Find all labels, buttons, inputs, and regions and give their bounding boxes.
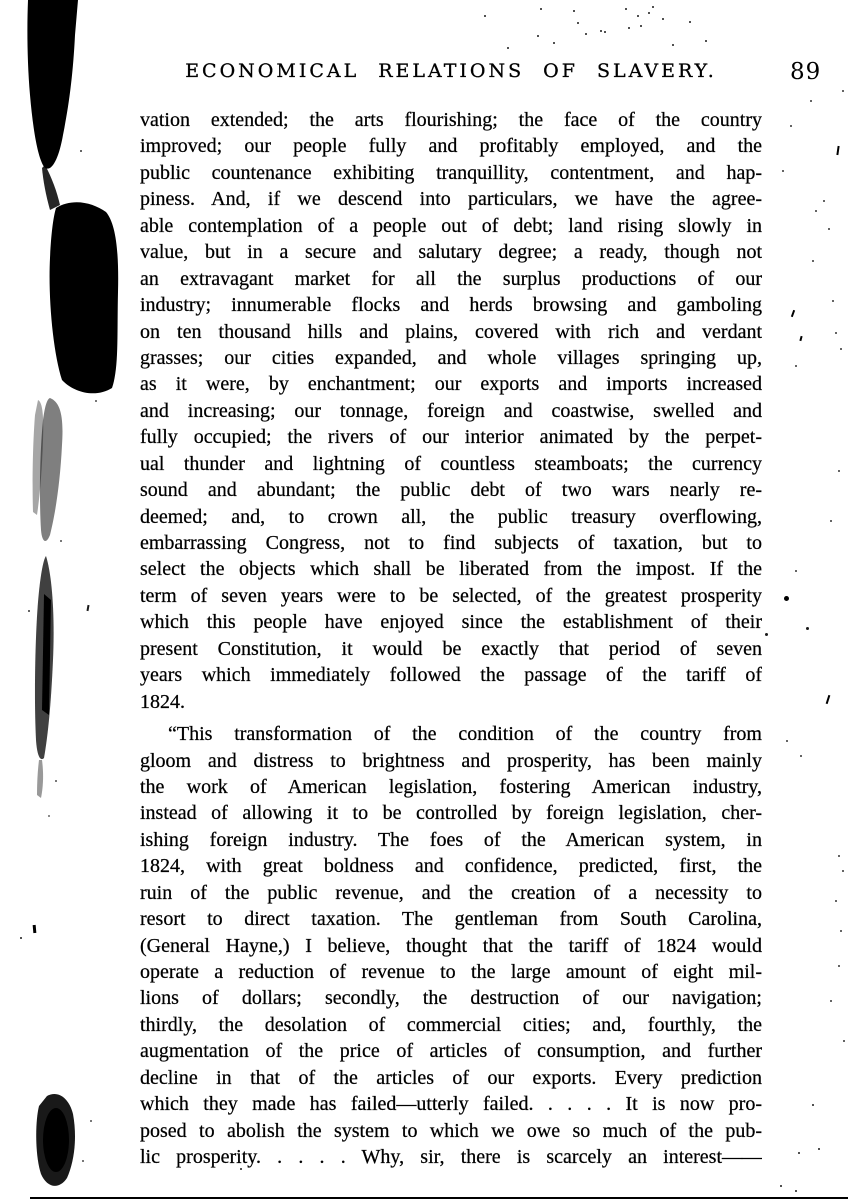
scan-speck [55, 780, 57, 782]
scan-speck [652, 6, 654, 8]
text-line: value, but in a secure and salutary degree; a ready, though not [140, 241, 762, 264]
ink-blob-top-tail [42, 165, 60, 210]
text-line: decline in that of the articles of our exports. Every prediction [140, 1066, 762, 1089]
page-number: 89 [790, 59, 822, 85]
scan-speck [240, 1168, 242, 1170]
scan-speck [662, 18, 664, 20]
text-line: operate a reduction of revenue to the large amount of eight mil- [140, 961, 762, 983]
page-header [140, 59, 822, 88]
scan-speck [95, 400, 97, 402]
ink-blob-left-margin [0, 0, 130, 1200]
text-line: ishing foreign industry. The foes of the American system, in [140, 828, 762, 851]
text-line: vation extended; the arts flourishing; the face of the country [140, 109, 762, 131]
scan-speck [791, 310, 795, 317]
scan-speck [90, 1120, 92, 1122]
text-line: thirdly, the desolation of commercial cities; and, fourthly, the [140, 1013, 762, 1036]
scan-speck [795, 365, 797, 367]
scan-speck [795, 1190, 797, 1192]
scan-speck [48, 815, 50, 817]
scan-speck [637, 15, 639, 17]
scan-speck [840, 930, 842, 932]
scan-speck [689, 21, 691, 23]
scan-speck [830, 1000, 832, 1002]
scan-speck [798, 1152, 800, 1154]
scan-speck [790, 125, 792, 127]
scan-speck [828, 228, 830, 230]
scan-speck [782, 170, 784, 172]
scan-speck [28, 610, 30, 612]
scan-speck [640, 25, 642, 27]
text-line: ruin of the public revenue, and the creation of a necessity to [140, 881, 762, 904]
scan-speck [765, 633, 768, 636]
text-line: piness. And, if we descend into particulars, we have the agree- [140, 188, 762, 211]
scan-speck [786, 740, 788, 742]
text-line: public countenance exhibiting tranquillity, contentment, and hap- [140, 161, 762, 184]
scan-speck [806, 627, 809, 630]
scan-speck [780, 1185, 782, 1187]
scan-speck [835, 332, 837, 334]
scan-speck [799, 336, 802, 341]
text-line: which this people have enjoyed since the establishment of their [140, 611, 762, 634]
text-line: lions of dollars; secondly, the destruction of our navigation; [140, 987, 762, 1010]
text-line: grasses; our cities expanded, and whole villages springing up, [140, 346, 762, 369]
scan-speck [823, 200, 825, 202]
ink-blob-top [27, 0, 78, 169]
scan-speck [625, 8, 627, 10]
text-line: 1824, with great boldness and confidence, predicted, first, the [140, 855, 762, 878]
running-title: ECONOMICAL RELATIONS OF SLAVERY. [185, 60, 717, 82]
scan-speck [800, 755, 802, 757]
scan-speck [577, 22, 579, 24]
text-line: as it were, by enchantment; our exports and imports increased [140, 373, 762, 396]
text-line: term of seven years were to be selected, of the greatest prosperity [140, 584, 762, 607]
scan-speck [507, 47, 509, 49]
text-line: the work of American legislation, fostering American industry, [140, 775, 762, 798]
text-line: present Constitution, it would be exactly that period of seven [140, 637, 762, 660]
scan-speck [838, 470, 840, 472]
text-line: “This transformation of the condition of the country from [168, 723, 762, 746]
scan-speck [573, 10, 575, 12]
text-line: 1824. [140, 690, 185, 713]
scan-speck [672, 44, 674, 46]
scan-speck [784, 596, 789, 601]
scan-speck [537, 35, 539, 37]
ink-blob-second [50, 202, 119, 393]
ink-blob-bottom-core [43, 1108, 69, 1172]
text-line: posed to abolish the system to which we owe so much of the pub- [140, 1119, 762, 1142]
scan-speck [82, 1160, 84, 1162]
text-line: ual thunder and lightning of countless steamboats; the currency [140, 452, 762, 475]
text-line: industry; innumerable flocks and herds browsing and gamboling [140, 294, 762, 317]
scan-speck [836, 146, 839, 155]
scan-speck [815, 210, 817, 212]
scan-speck [20, 937, 22, 939]
text-line: fully occupied; the rivers of our interior animated by the perpet- [140, 426, 762, 449]
text-line: sound and abundant; the public debt of two wars nearly re- [140, 479, 762, 502]
text-line: (General Hayne,) I believe, thought that the tariff of 1824 would [140, 934, 762, 957]
text-line: which they made has failed—utterly failed. . . . . It is now pro- [140, 1093, 762, 1116]
text-line: lic prosperity. . . . . Why, sir, there is scarcely an interest—— [140, 1146, 762, 1169]
scan-speck [648, 12, 650, 14]
scan-speck [838, 965, 840, 967]
scan-speck [585, 33, 587, 35]
ink-streak-upper [40, 398, 63, 541]
scan-speck [835, 900, 837, 902]
text-line: select the objects which shall be liberated from the impost. If the [140, 558, 762, 581]
bottom-edge-rule [30, 1197, 848, 1199]
scan-speck [540, 8, 542, 10]
scan-speck [80, 150, 82, 152]
text-line: on ten thousand hills and plains, covered with rich and verdant [140, 320, 762, 343]
scan-speck [628, 27, 630, 29]
scan-speck [60, 540, 62, 542]
text-line: able contemplation of a people out of debt; land rising slowly in [140, 214, 762, 237]
text-line: improved; our people fully and profitably employed, and the [140, 135, 762, 158]
text-line: augmentation of the price of articles of consumption, and further [140, 1040, 762, 1063]
scan-speck [832, 300, 834, 302]
text-line: embarrassing Congress, not to find subjects of taxation, but to [140, 532, 762, 554]
text-line: gloom and distress to brightness and prosperity, has been mainly [140, 749, 762, 772]
scan-speck [840, 348, 842, 350]
paragraph [140, 721, 762, 1170]
scan-speck [810, 100, 812, 102]
scan-speck [842, 870, 844, 872]
scan-speck [705, 40, 707, 42]
text-line: an extravagant market for all the surplus productions of our [140, 267, 762, 290]
scan-speck [33, 925, 37, 933]
ink-streak-fade [37, 760, 43, 798]
scan-speck [812, 260, 814, 262]
scan-speck [553, 42, 555, 44]
text-line: years which immediately followed the passage of the tariff of [140, 664, 762, 687]
scan-speck [85, 230, 88, 233]
scan-speck [826, 695, 831, 704]
scan-speck [795, 570, 797, 572]
text-line: resort to direct taxation. The gentleman from South Carolina, [140, 908, 762, 931]
text-line: deemed; and, to crown all, the public treasury overflowing, [140, 505, 762, 528]
scan-speck [818, 1148, 820, 1150]
text-line: instead of allowing it to be controlled by foreign legislation, cher- [140, 802, 762, 825]
page-body [140, 107, 762, 1171]
scan-speck [830, 520, 832, 522]
scan-speck [843, 1040, 845, 1042]
scan-speck [600, 30, 602, 32]
scan-speck [484, 15, 486, 17]
paragraph [140, 107, 762, 715]
scan-speck [812, 1104, 814, 1106]
scan-speck [838, 855, 840, 857]
scan-speck [842, 90, 844, 92]
text-line: and increasing; our tonnage, foreign and coastwise, swelled and [140, 399, 762, 422]
scan-speck [604, 31, 606, 33]
